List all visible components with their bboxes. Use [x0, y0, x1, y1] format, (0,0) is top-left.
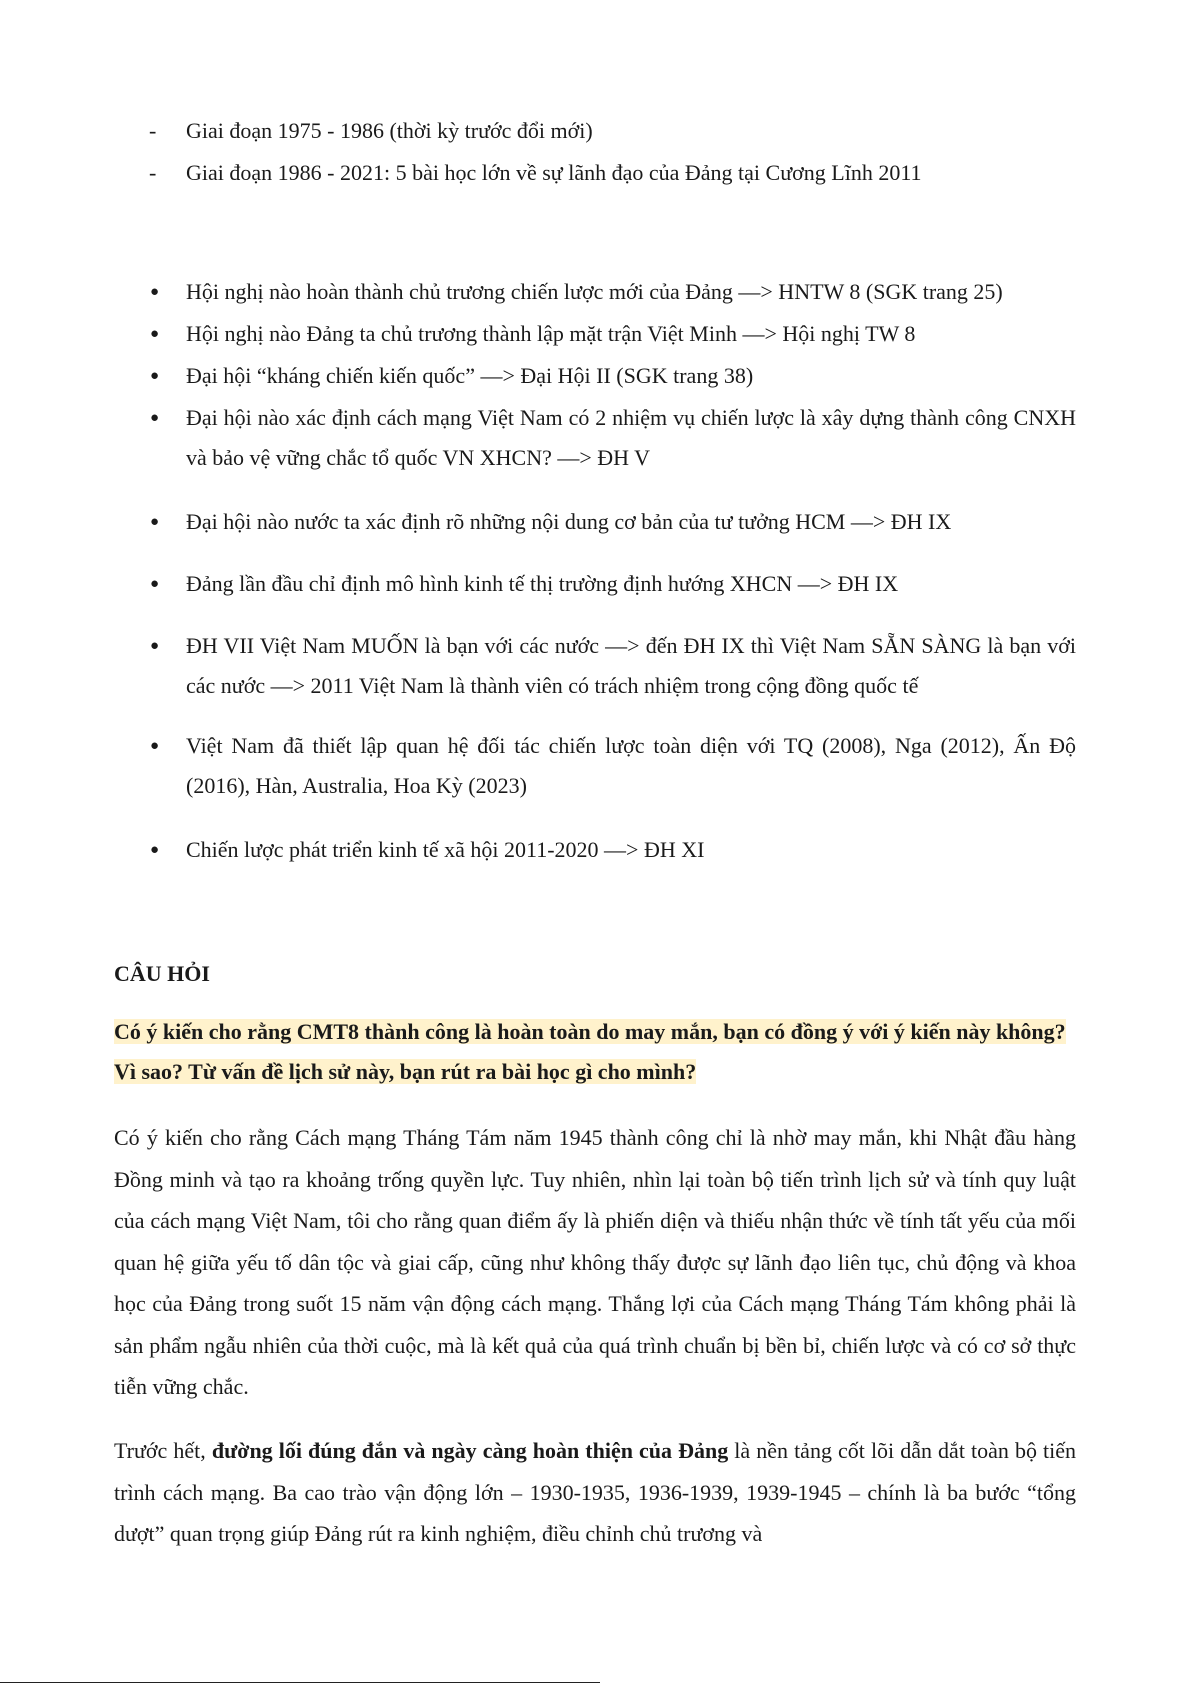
highlighted-question: [114, 1012, 1076, 1092]
bullet-icon: ●: [150, 576, 160, 592]
list-item-text: Việt Nam đã thiết lập quan hệ đối tác chiến lược toàn diện với TQ (2008), Nga (2012), Ấn Độ (2016), Hàn, Australia, Hoa Kỳ (2023): [186, 733, 1076, 798]
list-item: [0, 152, 1191, 194]
dash-list: [0, 110, 1191, 194]
question-text: Có ý kiến cho rằng CMT8 thành công là hoàn toàn do may mắn, bạn có đồng ý với ý kiến này không? Vì sao? Từ vấn đề lịch sử này, bạn rút ra bài học gì cho mình?: [114, 1019, 1066, 1084]
dash-marker: -: [149, 160, 157, 185]
bullet-icon: ●: [150, 368, 160, 384]
list-item-text: Đại hội nào nước ta xác định rõ những nội dung cơ bản của tư tưởng HCM —> ĐH IX: [186, 509, 952, 534]
bullet-icon: ●: [150, 738, 160, 754]
dash-marker: -: [149, 118, 157, 143]
list-item-text: Đảng lần đầu chỉ định mô hình kinh tế thị trường định hướng XHCN —> ĐH IX: [186, 571, 899, 596]
bullet-icon: ●: [150, 410, 160, 426]
paragraph: Có ý kiến cho rằng Cách mạng Tháng Tám năm 1945 thành công chỉ là nhờ may mắn, khi Nhật đầu hàng Đồng minh và tạo ra khoảng trống quyền lực. Tuy nhiên, nhìn lại toàn bộ tiến trình lịch sử và tính quy luật của cách mạng Việt Nam, tôi cho rằng quan điểm ấy là phiến diện và thiếu nhận thức về tính tất yếu của mối quan hệ giữa yếu tố dân tộc và giai cấp, cũng như không thấy được sự lãnh đạo liên tục, chủ động và khoa học của Đảng trong suốt 15 năm vận động cách mạng. Thắng lợi của Cách mạng Tháng Tám không phải là sản phẩm ngẫu nhiên của thời cuộc, mà là kết quả của quá trình chuẩn bị bền bỉ, chiến lược và có cơ sở thực tiễn vững chắc.: [114, 1125, 1076, 1399]
paragraph: [114, 1430, 1076, 1555]
list-item-text: Hội nghị nào hoàn thành chủ trương chiến lược mới của Đảng —> HNTW 8 (SGK trang 25): [186, 279, 1003, 304]
section-title: CÂU HỎI: [114, 961, 210, 986]
bullet-icon: ●: [150, 514, 160, 530]
list-item-text: Đại hội “kháng chiến kiến quốc” —> Đại Hội II (SGK trang 38): [186, 363, 754, 388]
list-item-text: Hội nghị nào Đảng ta chủ trương thành lập mặt trận Việt Minh —> Hội nghị TW 8: [186, 321, 916, 346]
list-item: [0, 110, 1191, 152]
list-item-text: Đại hội nào xác định cách mạng Việt Nam có 2 nhiệm vụ chiến lược là xây dựng thành công CNXH và bảo vệ vững chắc tổ quốc VN XHCN? —> ĐH V: [186, 405, 1076, 470]
list-item-text: Chiến lược phát triển kinh tế xã hội 2011-2020 —> ĐH XI: [186, 837, 705, 862]
paragraph-emphasis: đường lối đúng đắn và ngày càng hoàn thiện của Đảng: [211, 1438, 729, 1463]
bullet-icon: ●: [150, 284, 160, 300]
footer-rule: [0, 1682, 600, 1683]
bullet-icon: ●: [150, 842, 160, 858]
list-item-text: Giai đoạn 1986 - 2021: 5 bài học lớn về sự lãnh đạo của Đảng tại Cương Lĩnh 2011: [186, 160, 922, 185]
list-item-text: Giai đoạn 1975 - 1986 (thời kỳ trước đổi mới): [186, 118, 593, 143]
bullet-icon: ●: [150, 326, 160, 342]
paragraph-lead: Trước hết,: [114, 1438, 212, 1463]
paragraph-rest: là nền tảng cốt lõi dẫn dắt toàn bộ tiến trình cách mạng. Ba cao trào vận động lớn – 1930-1935, 1936-1939, 1939-1945 – chính là ba bước “tổng dượt” quan trọng giúp Đảng rút ra kinh nghiệm, điều chỉnh chủ trương và: [114, 1438, 1076, 1546]
bullet-icon: ●: [150, 638, 160, 654]
list-item-text: ĐH VII Việt Nam MUỐN là bạn với các nước —> đến ĐH IX thì Việt Nam SẴN SÀNG là bạn với các nước —> 2011 Việt Nam là thành viên có trách nhiệm trong cộng đồng quốc tế: [186, 633, 1076, 698]
